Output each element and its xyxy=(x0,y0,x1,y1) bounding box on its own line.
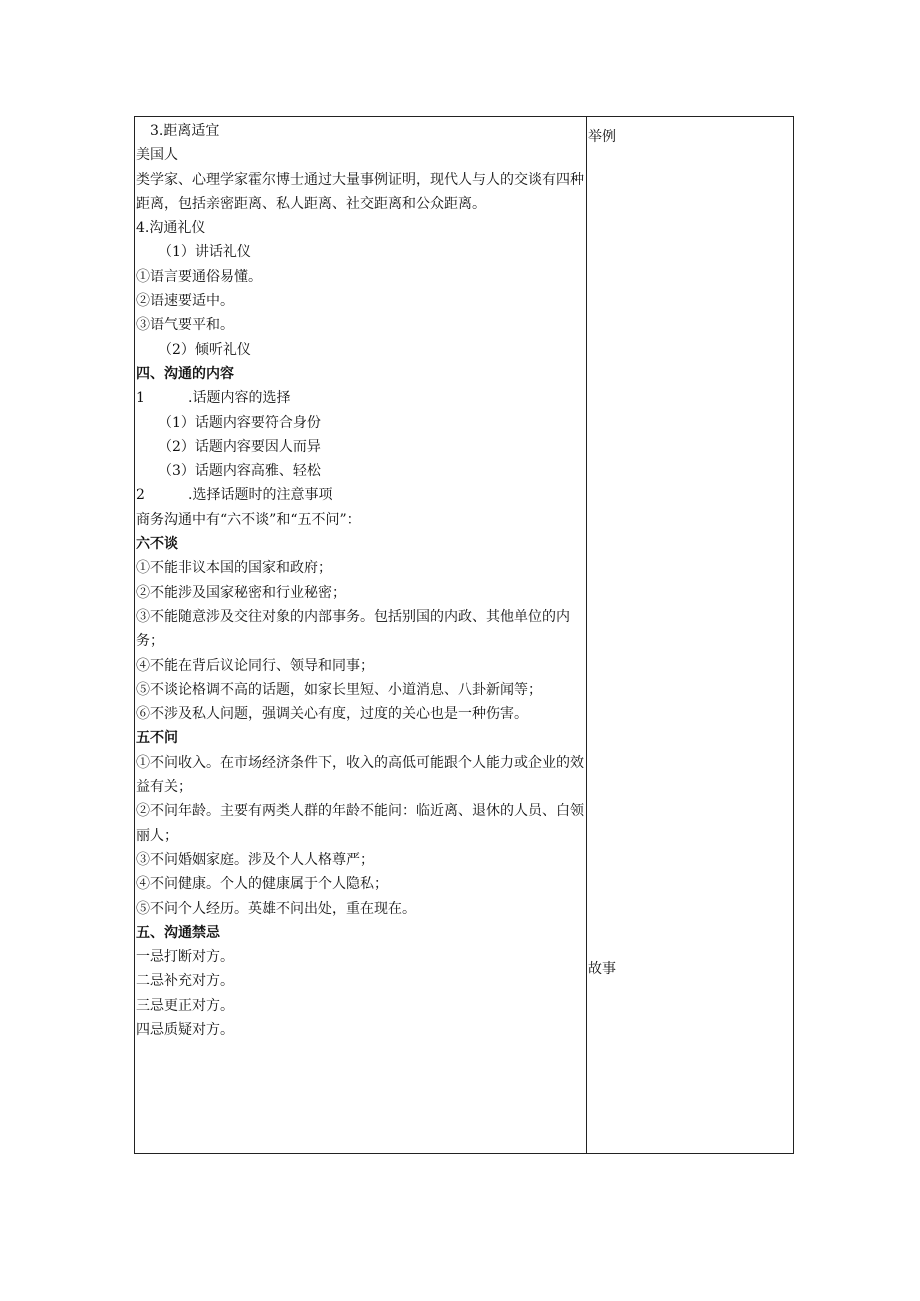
distance-heading: 3.距离适宜 xyxy=(150,123,220,139)
topic-item: （2）话题内容要因人而异 xyxy=(158,438,321,455)
taboo-item: 三忌更正对方。 xyxy=(136,997,234,1014)
speaking-etiquette-heading: （1）讲话礼仪 xyxy=(158,244,251,261)
notice-number: 2 xyxy=(136,487,145,504)
five-item: ②不问年龄。主要有两类人群的年龄不能问：临近离、退休的人员、白领丽人； xyxy=(136,803,584,844)
section4-title: 四、沟通的内容 xyxy=(136,365,234,382)
six-item: ①不能非议本国的国家和政府； xyxy=(136,560,332,577)
six-title: 六不谈 xyxy=(136,536,178,553)
notice-heading xyxy=(136,483,585,507)
five-item: ③不问婚姻家庭。涉及个人人格尊严； xyxy=(136,851,374,868)
content-column xyxy=(136,119,585,1042)
topic-item: （3）话题内容高雅、轻松 xyxy=(158,463,321,480)
five-item: ④不问健康。个人的健康属于个人隐私； xyxy=(136,876,388,893)
column-divider xyxy=(586,117,587,1153)
topic-choice-text: .话题内容的选择 xyxy=(188,390,291,407)
taboo-item: 一忌打断对方。 xyxy=(136,949,234,966)
six-item: ⑤不谈论格调不高的话题，如家长里短、小道消息、八卦新闻等； xyxy=(136,681,542,698)
speak-item: ②语速要适中。 xyxy=(136,293,234,310)
content-table xyxy=(134,116,794,1154)
story-label: 故事 xyxy=(588,961,616,977)
five-title: 五不问 xyxy=(136,730,178,747)
taboo-item: 四忌质疑对方。 xyxy=(136,1021,234,1038)
american-line: 美国人 xyxy=(136,147,178,164)
five-item: ①不问收入。在市场经济条件下，收入的高低可能跟个人能力或企业的效益有关； xyxy=(136,754,584,796)
speak-item: ③语气要平和。 xyxy=(136,317,234,334)
six-item: ④不能在背后议论同行、领导和同事； xyxy=(136,657,374,674)
speak-item: ①语言要通俗易懂。 xyxy=(136,268,262,285)
hall-paragraph: 类学家、心理学家霍尔博士通过大量事例证明，现代人与人的交谈有四种距离，包括亲密距离、私人距离、社交距离和公众距离。 xyxy=(136,171,584,212)
six-item: ③不能随意涉及交往对象的内部事务。包括别国的内政、其他单位的内务； xyxy=(136,608,570,650)
five-item: ⑤不问个人经历。英雄不问出处，重在现在。 xyxy=(136,900,416,917)
taboo-item: 二忌补充对方。 xyxy=(136,973,234,990)
topic-item: （1）话题内容要符合身份 xyxy=(158,414,321,431)
six-item: ⑥不涉及私人问题，强调关心有度，过度的关心也是一种伤害。 xyxy=(136,706,528,723)
notes-column xyxy=(588,117,792,1153)
listening-etiquette-heading: （2）倾听礼仪 xyxy=(158,341,251,358)
topic-choice-heading xyxy=(136,386,585,410)
notice-text: .选择话题时的注意事项 xyxy=(188,487,333,504)
example-label: 举例 xyxy=(588,129,616,145)
topic-choice-number: 1 xyxy=(136,390,145,407)
section5-title: 五、沟通禁忌 xyxy=(136,924,220,941)
comm-etiquette-heading: 4.沟通礼仪 xyxy=(136,220,206,237)
six-five-intro: 商务沟通中有“六不谈”和“五不问”： xyxy=(136,511,361,528)
six-item: ②不能涉及国家秘密和行业秘密； xyxy=(136,584,346,601)
